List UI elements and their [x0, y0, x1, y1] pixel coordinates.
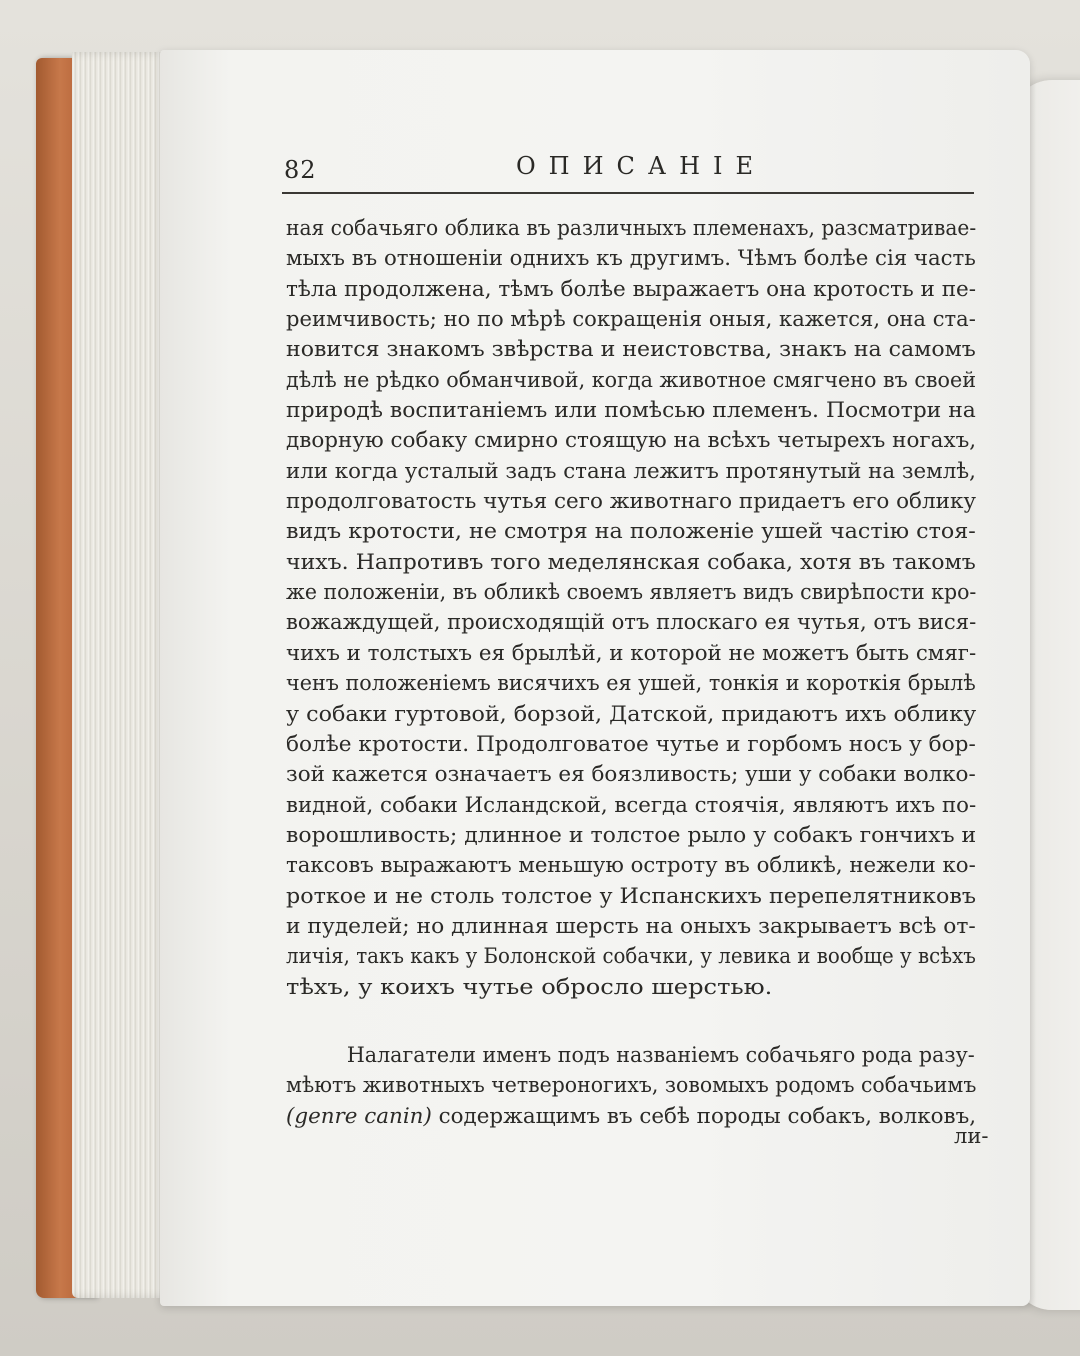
page-number: 82 [284, 156, 317, 184]
text-line: ченъ положеніемъ висячихъ ея ушей, тонкія и короткія брылѣ [286, 671, 976, 696]
text-line: вожаждущей, происходящій отъ плоскаго ея чутья, отъ вися- [286, 610, 977, 635]
text-line: видной, собаки Исландской, всегда стоячія, являютъ ихъ по- [286, 792, 977, 817]
text-line [286, 1101, 1000, 1131]
header-rule [282, 192, 974, 194]
text-line: видъ кротости, не смотря на положеніе ушей частію стоя- [286, 519, 976, 544]
text-line: тѣхъ, у коихъ чутье обросло шерстью. [286, 974, 773, 999]
text-line: чихъ. Напротивъ того меделянская собака, хотя въ такомъ [286, 549, 976, 574]
text-line: же положеніи, въ обликѣ своемъ являетъ видъ свирѣпости кро- [286, 580, 977, 605]
text-line: природѣ воспитаніемъ или помѣсью племенъ. Посмотри на [286, 398, 976, 423]
text-line-rest: содержащимъ въ себѣ породы собакъ, волковъ, [431, 1103, 977, 1128]
paragraph-2 [286, 1040, 986, 1131]
running-head: ОПИСАНІЕ [516, 152, 767, 180]
text-line: ворошливость; длинное и толстое рыло у собакъ гончихъ и [286, 822, 977, 847]
paragraph-1 [286, 213, 986, 1002]
text-line: дѣлѣ не рѣдко обманчивой, когда животное смягчено въ своей [286, 367, 976, 392]
text-line: или когда усталый задъ стана лежитъ протянутый на землѣ, [286, 458, 976, 483]
text-line: ная собачьяго облика въ различныхъ племенахъ, разсматривае- [286, 216, 977, 240]
text-line: дворную собаку смирно стоящую на всѣхъ четырехъ ногахъ, [286, 428, 977, 453]
text-line: мѣютъ животныхъ четвероногихъ, зовомыхъ родомъ собачьимъ [286, 1073, 977, 1098]
italic-term: (genre canin) [286, 1103, 432, 1128]
text-line: зой кажется означаетъ ея боязливость; уши у собаки волко- [286, 762, 976, 787]
text-line: новится знакомъ звѣрства и неистовства, знакъ на самомъ [286, 337, 976, 362]
text-line: Налагатели именъ подъ названіемъ собачьяго рода разу- [346, 1042, 975, 1067]
body-text [286, 213, 986, 1131]
text-line: личія, такъ какъ у Болонской собачки, у левика и вообще у всѣхъ [286, 944, 976, 969]
text-line: реимчивость; но по мѣрѣ сокращенія оныя, кажется, она ста- [286, 307, 976, 332]
text-line: у собаки гуртовой, борзой, Датской, придаютъ ихъ облику [286, 701, 977, 726]
text-line: таксовъ выражаютъ меньшую остроту въ обликѣ, нежели ко- [286, 853, 976, 878]
text-line: продолговатость чутья сего животнаго придаетъ его облику [286, 489, 977, 514]
text-line: чихъ и толстыхъ ея брылѣй, и которой не можетъ быть смяг- [286, 640, 977, 665]
text-line: болѣе кротости. Продолговатое чутье и горбомъ носъ у бор- [286, 731, 976, 756]
text-line: и пуделей; но длинная шерсть на оныхъ закрываетъ всѣ от- [286, 913, 976, 938]
catchword: ли- [954, 1124, 989, 1148]
text-line: тѣла продолжена, тѣмъ болѣе выражаетъ она кротость и пе- [286, 276, 977, 301]
paragraph-gap [286, 1002, 986, 1040]
text-line: мыхъ въ отношеніи однихъ къ другимъ. Чѣмъ болѣе сія часть [286, 246, 976, 271]
text-line: роткое и не столь толстое у Испанскихъ перепелятниковъ [286, 883, 977, 908]
